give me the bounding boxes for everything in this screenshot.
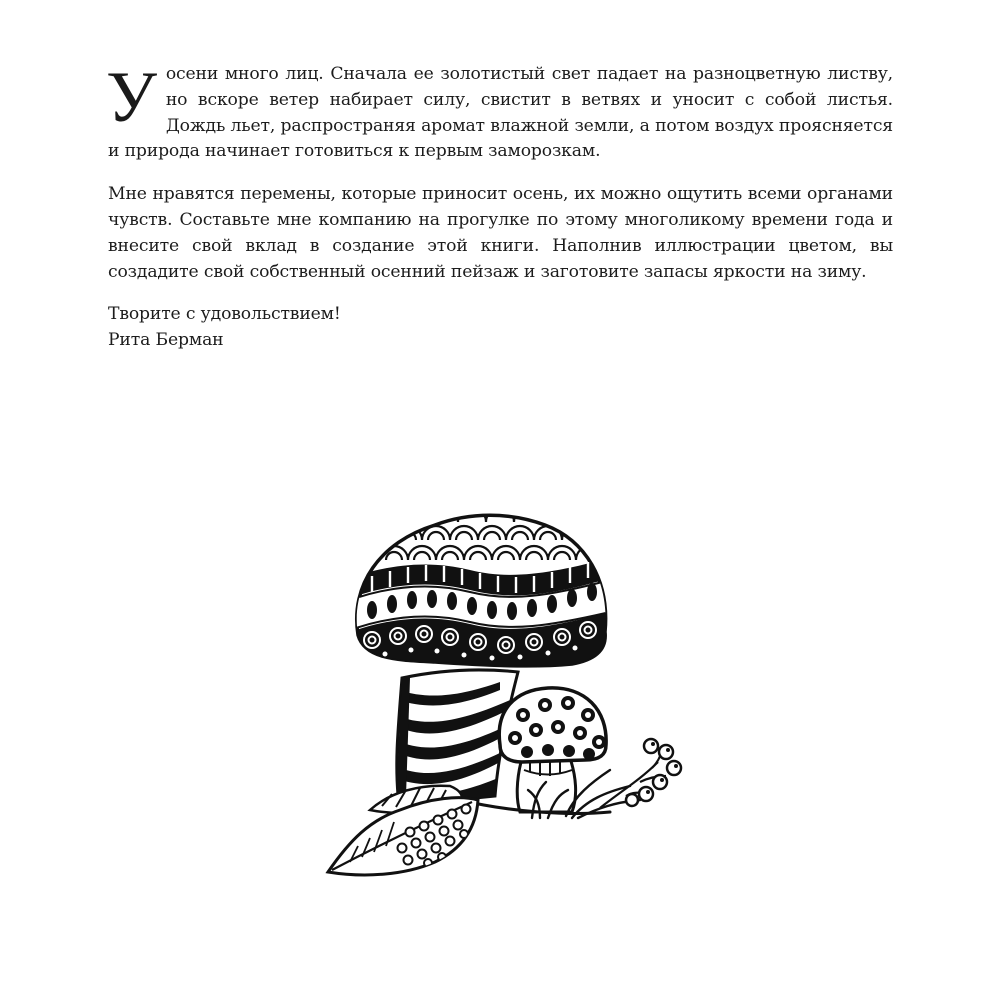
dotted-leaf (328, 798, 478, 875)
paragraph-2: Мне нравятся перемены, которые приносит осень, их можно ощутить всеми органами чувств. Составьте мне компанию на прогулке по этому многоликому времени года и внесите свой вклад в создание этой книги. Наполнив иллюстрации цветом, вы создадите свой собственный осенний пейзаж и заготовите запасы яркости на зиму. (108, 184, 893, 282)
paragraph-1-text: осени много лиц. Сначала ее золотистый свет падает на разноцветную листву, но вскоре ветер набирает силу, свистит в ветвях и уносит с собой листья. Дождь льет, распространяя аромат влажной земли, а потом воздух проясняется и природа начинает готовиться к первым заморозкам. (108, 64, 893, 162)
author-name: Рита Берман (108, 330, 224, 351)
small-stem (517, 758, 575, 812)
drop-cap: У (106, 57, 157, 137)
greeting: Творите с удовольствием! (108, 304, 341, 325)
intro-text (106, 57, 893, 354)
large-cap (350, 508, 610, 670)
paragraph-1 (106, 57, 893, 165)
signature-block (108, 302, 893, 354)
mushroom-illustration (310, 500, 690, 890)
berries (600, 739, 681, 808)
small-cap (499, 688, 606, 762)
